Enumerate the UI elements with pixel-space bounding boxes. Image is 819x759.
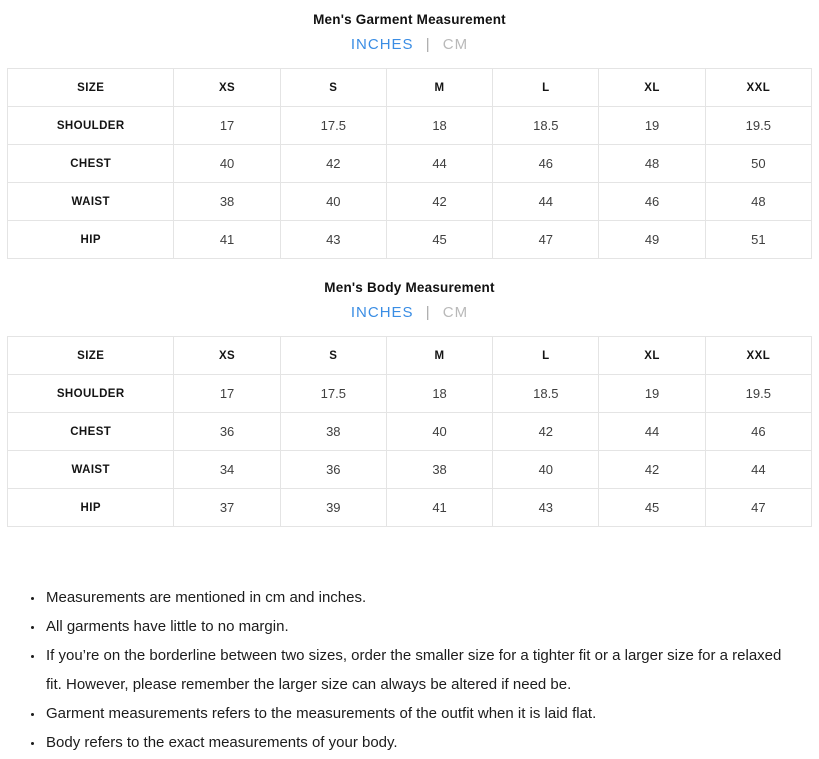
cell-value: 40 (174, 145, 280, 183)
cell-value: 19 (599, 375, 705, 413)
body-measurement-section (0, 280, 819, 527)
cell-value: 51 (705, 221, 811, 259)
table-header-row (8, 69, 812, 107)
unit-separator: | (425, 304, 431, 321)
row-label: SHOULDER (8, 375, 174, 413)
cell-value: 41 (174, 221, 280, 259)
column-header: XXL (705, 69, 811, 107)
table-row (8, 221, 812, 259)
note-item: • Measurements are mentioned in cm and inches. (44, 583, 799, 612)
cell-value: 44 (705, 451, 811, 489)
column-header: XXL (705, 337, 811, 375)
cell-value: 37 (174, 489, 280, 527)
cell-value: 17 (174, 107, 280, 145)
body-unit-toggle (0, 304, 819, 321)
cell-value: 41 (386, 489, 492, 527)
cell-value: 34 (174, 451, 280, 489)
cell-value: 42 (599, 451, 705, 489)
note-item: • All garments have little to no margin. (44, 612, 799, 641)
note-item: • If you’re on the borderline between two sizes, order the smaller size for a tighter fit or a larger size for a relaxed fit. However, please remember the larger size can always be altered if need be. (44, 641, 799, 699)
row-label: HIP (8, 221, 174, 259)
inches-unit-button[interactable]: INCHES (350, 304, 414, 321)
body-section-title: Men's Body Measurement (324, 280, 495, 295)
cell-value: 38 (280, 413, 386, 451)
cell-value: 45 (599, 489, 705, 527)
cell-value: 44 (386, 145, 492, 183)
cell-value: 17.5 (280, 107, 386, 145)
cell-value: 17 (174, 375, 280, 413)
cell-value: 40 (386, 413, 492, 451)
cell-value: 42 (386, 183, 492, 221)
cell-value: 40 (493, 451, 599, 489)
cell-value: 40 (280, 183, 386, 221)
cell-value: 18 (386, 375, 492, 413)
cell-value: 45 (386, 221, 492, 259)
note-item: • Body refers to the exact measurements of your body. (44, 728, 799, 757)
cell-value: 19 (599, 107, 705, 145)
cell-value: 50 (705, 145, 811, 183)
table-row (8, 107, 812, 145)
column-header: XL (599, 337, 705, 375)
column-header: SIZE (8, 337, 174, 375)
cell-value: 19.5 (705, 375, 811, 413)
cell-value: 43 (280, 221, 386, 259)
table-header-row (8, 337, 812, 375)
table-row (8, 183, 812, 221)
cell-value: 18.5 (493, 375, 599, 413)
column-header: M (386, 69, 492, 107)
cell-value: 36 (174, 413, 280, 451)
column-header: L (493, 337, 599, 375)
cell-value: 44 (599, 413, 705, 451)
body-measurement-table (7, 336, 812, 527)
column-header: XS (174, 337, 280, 375)
garment-measurement-table (7, 68, 812, 259)
cell-value: 42 (280, 145, 386, 183)
row-label: HIP (8, 489, 174, 527)
row-label: SHOULDER (8, 107, 174, 145)
cell-value: 44 (493, 183, 599, 221)
garment-unit-toggle (0, 36, 819, 53)
cell-value: 48 (599, 145, 705, 183)
cell-value: 38 (386, 451, 492, 489)
table-row (8, 145, 812, 183)
cell-value: 19.5 (705, 107, 811, 145)
cell-value: 17.5 (280, 375, 386, 413)
cell-value: 49 (599, 221, 705, 259)
garment-measurement-section (0, 10, 819, 259)
row-label: WAIST (8, 451, 174, 489)
cm-unit-button[interactable]: CM (442, 36, 469, 53)
garment-section-title: Men's Garment Measurement (313, 12, 506, 27)
unit-separator: | (425, 36, 431, 53)
notes-list (26, 583, 799, 757)
column-header: S (280, 69, 386, 107)
row-label: CHEST (8, 145, 174, 183)
table-row (8, 489, 812, 527)
cell-value: 48 (705, 183, 811, 221)
column-header: L (493, 69, 599, 107)
cell-value: 47 (493, 221, 599, 259)
column-header: XL (599, 69, 705, 107)
cell-value: 43 (493, 489, 599, 527)
cell-value: 46 (493, 145, 599, 183)
row-label: CHEST (8, 413, 174, 451)
cell-value: 36 (280, 451, 386, 489)
cell-value: 18.5 (493, 107, 599, 145)
note-item: • Garment measurements refers to the measurements of the outfit when it is laid flat. (44, 699, 799, 728)
cell-value: 38 (174, 183, 280, 221)
cell-value: 18 (386, 107, 492, 145)
column-header: S (280, 337, 386, 375)
inches-unit-button[interactable]: INCHES (350, 36, 414, 53)
cm-unit-button[interactable]: CM (442, 304, 469, 321)
column-header: SIZE (8, 69, 174, 107)
table-row (8, 451, 812, 489)
cell-value: 46 (705, 413, 811, 451)
table-row (8, 375, 812, 413)
column-header: XS (174, 69, 280, 107)
row-label: WAIST (8, 183, 174, 221)
cell-value: 47 (705, 489, 811, 527)
cell-value: 46 (599, 183, 705, 221)
column-header: M (386, 337, 492, 375)
cell-value: 42 (493, 413, 599, 451)
cell-value: 39 (280, 489, 386, 527)
table-row (8, 413, 812, 451)
